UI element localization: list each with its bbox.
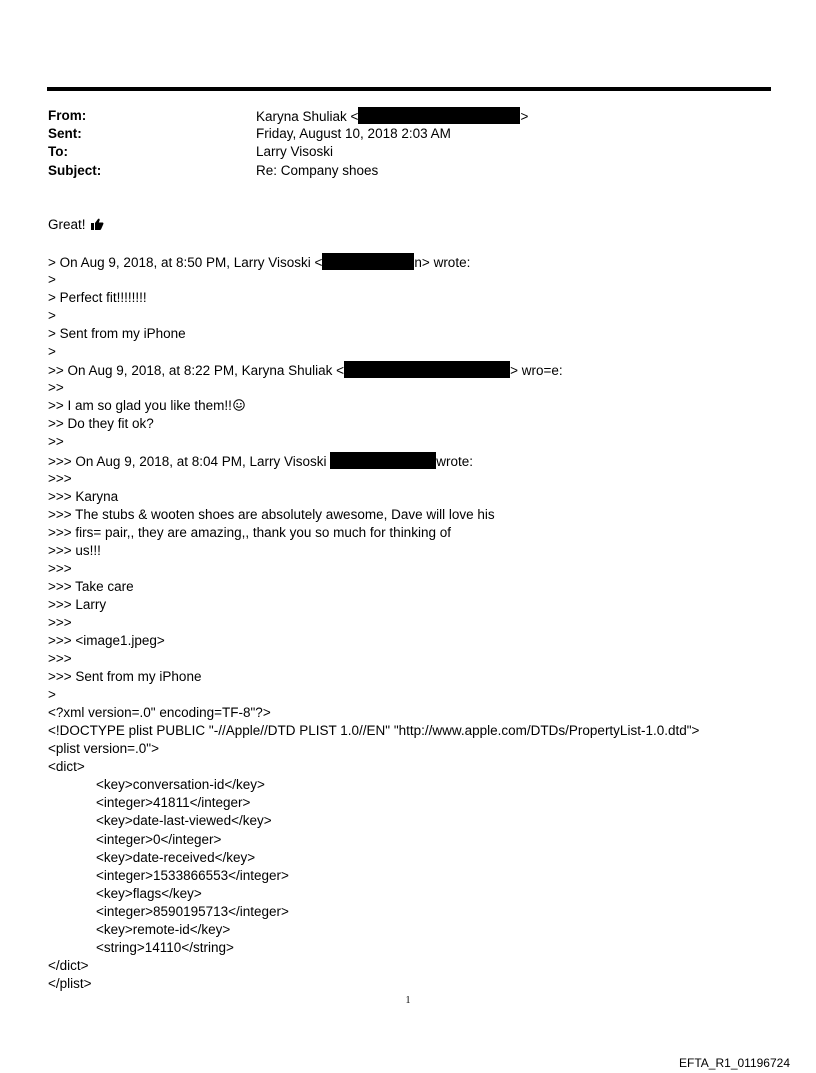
xml-line: <key>date-received</key> [96, 849, 256, 865]
quote-line: >>> [48, 560, 72, 576]
quote-line: >>> Take care [48, 578, 134, 594]
thumbs-up-icon [90, 218, 104, 230]
quote-line [48, 397, 699, 415]
subject-label: Subject: [48, 162, 102, 178]
quote-text: >> I am so glad you like them!! [48, 398, 232, 414]
quote-text: n> wrote: [414, 255, 471, 270]
quote-text: >> On Aug 9, 2018, at 8:22 PM, Karyna Shuliak < [48, 363, 345, 379]
quote-line: > [48, 687, 56, 703]
greeting-text: Great! [48, 217, 86, 232]
header-rule [47, 87, 771, 91]
quote-line: >>> Sent from my iPhone [48, 669, 202, 685]
quote-line: >>> us!!! [48, 542, 101, 558]
greeting-line [48, 217, 104, 232]
quote-line: > [48, 344, 56, 360]
xml-line: <string>14110</string> [96, 939, 234, 955]
quote-text: wrote: [436, 453, 474, 469]
page-number: 1 [405, 995, 411, 1006]
quote-line: >>> [48, 651, 72, 667]
quote-line: >>> Karyna [48, 488, 119, 504]
to-value: Larry Visoski [256, 144, 334, 160]
redaction-box [322, 253, 414, 270]
quote-line: > [48, 308, 56, 324]
from-label: From: [48, 108, 87, 123]
xml-line: <key>conversation-id</key> [96, 777, 265, 793]
to-label: To: [48, 144, 68, 160]
quote-line: >> Do they fit ok? [48, 416, 154, 432]
quote-text: > wro=e: [510, 363, 563, 379]
xml-line: <integer>0</integer> [96, 831, 222, 847]
quote-line: > Sent from my iPhone [48, 326, 186, 342]
quote-line: > Perfect fit!!!!!!!! [48, 290, 147, 306]
xml-line: </dict> [48, 957, 89, 973]
from-value [256, 107, 528, 126]
quote-line: >>> [48, 614, 72, 630]
from-name: Karyna Shuliak < [256, 109, 359, 124]
xml-line: </plist> [48, 975, 92, 991]
sent-label: Sent: [48, 126, 82, 142]
xml-line: <integer>41811</integer> [96, 795, 251, 811]
xml-line: <integer>8590195713</integer> [96, 903, 289, 919]
quote-line [48, 452, 699, 470]
quote-line: >>> <image1.jpeg> [48, 632, 165, 648]
xml-line: <key>flags</key> [96, 885, 202, 901]
quote-text: > On Aug 9, 2018, at 8:50 PM, Larry Visoski < [48, 255, 323, 270]
bates-number: EFTA_R1_01196724 [679, 1056, 790, 1070]
smiley-icon [233, 399, 245, 411]
quote-line: >>> The stubs & wooten shoes are absolutely awesome, Dave will love his [48, 506, 495, 522]
quote-text: >>> On Aug 9, 2018, at 8:04 PM, Larry Visoski [48, 453, 331, 469]
redaction-box [344, 361, 510, 378]
redaction-box [358, 107, 520, 124]
xml-line: <integer>1533866553</integer> [96, 867, 289, 883]
quote-line [48, 253, 699, 271]
quote-line [48, 361, 699, 379]
sent-value: Friday, August 10, 2018 2:03 AM [256, 126, 451, 142]
from-close: > [520, 109, 529, 124]
xml-line: <key>remote-id</key> [96, 921, 231, 937]
quote-line: >>> firs= pair,, they are amazing,, thank you so much for thinking of [48, 524, 451, 540]
xml-line: <!DOCTYPE plist PUBLIC "-//Apple//DTD PLIST 1.0//EN" "http://www.apple.com/DTDs/PropertyList-1.0.dtd"> [48, 723, 700, 739]
quote-line: >> [48, 434, 64, 450]
email-body [48, 253, 699, 993]
quote-line: >> [48, 380, 64, 396]
redaction-box [330, 452, 436, 469]
xml-line: <?xml version=.0" encoding=TF-8"?> [48, 705, 271, 721]
xml-line: <dict> [48, 759, 85, 775]
quote-line: >>> Larry [48, 596, 107, 612]
quote-line: >>> [48, 470, 72, 486]
subject-value: Re: Company shoes [256, 162, 379, 178]
xml-line: <key>date-last-viewed</key> [96, 813, 272, 829]
quote-line: > [48, 272, 56, 288]
xml-line: <plist version=.0"> [48, 741, 159, 757]
